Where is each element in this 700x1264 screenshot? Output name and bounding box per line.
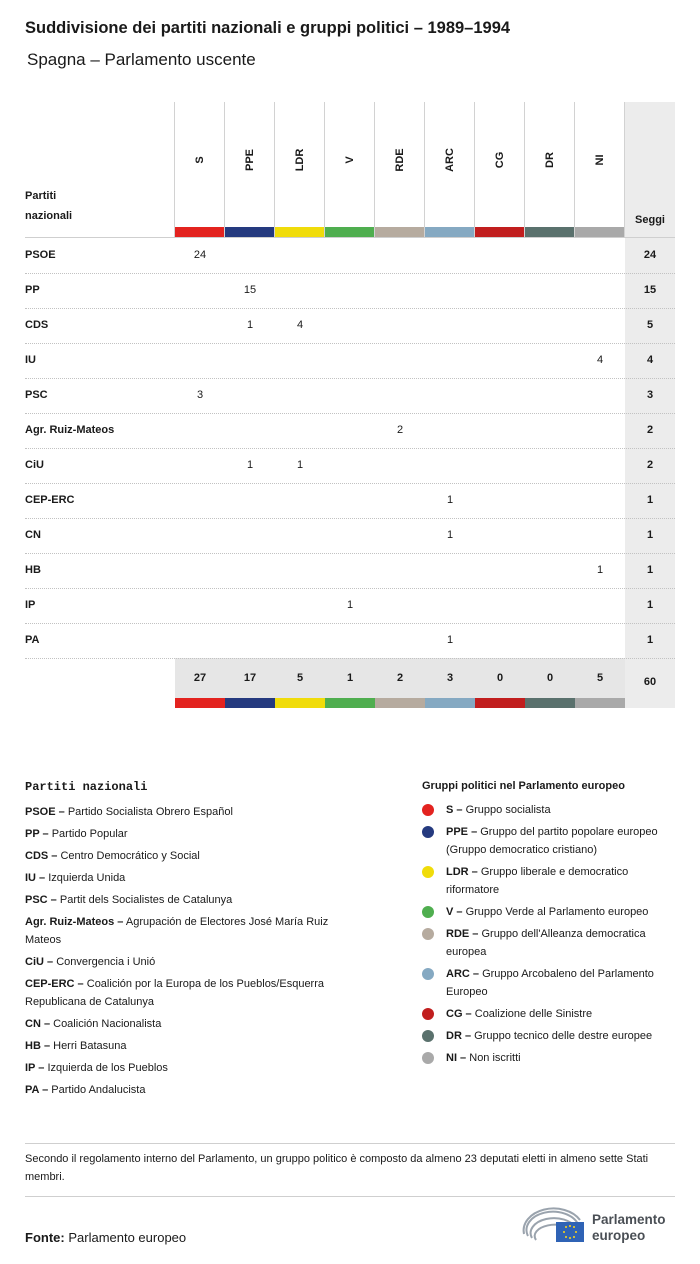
group-abbr: RDE – xyxy=(446,928,479,940)
group-color-bar-rde xyxy=(375,227,425,237)
column-header-ni xyxy=(575,102,625,227)
party-name: IP xyxy=(25,599,36,611)
group-color-bar-ppe xyxy=(225,698,275,708)
group-abbr: LDR – xyxy=(446,866,478,878)
row-total: 15 xyxy=(643,284,657,296)
party-legend-item xyxy=(25,891,365,909)
group-color-bar-s xyxy=(175,227,225,237)
source-value: Parlamento europeo xyxy=(68,1230,187,1245)
party-full-name: Convergencia i Unió xyxy=(56,956,156,968)
column-header-label: PPE xyxy=(244,148,256,172)
group-total: 5 xyxy=(296,672,304,684)
party-name: CEP-ERC xyxy=(25,494,75,506)
party-abbr: IP – xyxy=(25,1062,45,1074)
party-name: PP xyxy=(25,284,40,296)
party-legend-item xyxy=(25,1015,365,1033)
table-row xyxy=(25,623,675,659)
party-full-name: Coalición por la Europa de los Pueblos/Esquerra Republicana de Catalunya xyxy=(25,978,325,1008)
group-color-bar-dr xyxy=(525,698,575,708)
group-color-dot-icon xyxy=(422,1030,434,1042)
party-name: IU xyxy=(25,354,36,366)
group-total: 27 xyxy=(193,672,207,684)
party-legend-item xyxy=(25,913,365,949)
group-legend-item xyxy=(422,823,682,859)
party-column-header: Partiti nazionali xyxy=(25,190,73,222)
group-color-bar-cg xyxy=(475,698,525,708)
column-header-label: DR xyxy=(544,152,556,168)
column-header-label: S xyxy=(194,156,206,164)
table-row xyxy=(25,483,675,519)
party-abbr: PSOE – xyxy=(25,806,65,818)
group-legend-item xyxy=(422,1049,682,1067)
column-header-s xyxy=(175,102,225,227)
party-legend-item xyxy=(25,1037,365,1055)
party-abbr: PP – xyxy=(25,828,49,840)
row-total: 4 xyxy=(646,354,654,366)
party-name: PSOE xyxy=(25,249,56,261)
note-divider-top xyxy=(25,1143,675,1144)
party-full-name: Partido Socialista Obrero Español xyxy=(67,806,233,818)
table-row xyxy=(25,273,675,309)
seat-count: 1 xyxy=(346,599,354,611)
group-full-name: Coalizione delle Sinistre xyxy=(474,1008,593,1020)
party-legend-item xyxy=(25,1081,365,1099)
group-color-dot-icon xyxy=(422,826,434,838)
group-abbr: NI – xyxy=(446,1052,467,1064)
seat-count: 3 xyxy=(196,389,204,401)
party-legend-item xyxy=(25,953,365,971)
party-full-name: Coalición Nacionalista xyxy=(53,1018,162,1030)
party-full-name: Partido Andalucista xyxy=(51,1084,146,1096)
party-full-name: Partit dels Socialistes de Catalunya xyxy=(59,894,233,906)
row-total: 2 xyxy=(646,459,654,471)
party-abbr: CDS – xyxy=(25,850,58,862)
party-name: PA xyxy=(25,634,40,646)
group-legend-title: Gruppi politici nel Parlamento europeo xyxy=(422,780,625,792)
page-subtitle: Spagna – Parlamento uscente xyxy=(27,50,256,69)
group-legend-item xyxy=(422,1005,682,1023)
party-abbr: IU – xyxy=(25,872,46,884)
parliament-logo xyxy=(520,1206,680,1246)
seat-count: 15 xyxy=(243,284,257,296)
party-name: CiU xyxy=(25,459,44,471)
row-total: 1 xyxy=(646,529,654,541)
row-total: 5 xyxy=(646,319,654,331)
group-legend-item xyxy=(422,903,682,921)
group-color-dot-icon xyxy=(422,968,434,980)
seat-count: 1 xyxy=(446,494,454,506)
party-full-name: Izquierda Unida xyxy=(48,872,126,884)
group-color-bar-v xyxy=(325,227,375,237)
group-legend xyxy=(422,780,682,1071)
party-abbr: PSC – xyxy=(25,894,57,906)
party-full-name: Izquierda de los Pueblos xyxy=(47,1062,168,1074)
table-row xyxy=(25,518,675,554)
group-total: 3 xyxy=(446,672,454,684)
group-full-name: Gruppo del partito popolare europeo (Gruppo democratico cristiano) xyxy=(446,826,658,856)
group-color-dot-icon xyxy=(422,1052,434,1064)
source-line xyxy=(25,1230,186,1245)
group-color-dot-icon xyxy=(422,1008,434,1020)
row-total: 1 xyxy=(646,599,654,611)
seats-column-header: Seggi xyxy=(635,214,665,226)
footnote: Secondo il regolamento interno del Parlamento, un gruppo politico è composto da almeno 23 deputati eletti in almeno sette Stati membri. xyxy=(25,1153,649,1183)
seat-count: 2 xyxy=(396,424,404,436)
group-abbr: DR – xyxy=(446,1030,472,1042)
column-header-dr xyxy=(525,102,575,227)
group-legend-item xyxy=(422,863,682,899)
group-abbr: CG – xyxy=(446,1008,472,1020)
group-full-name: Gruppo socialista xyxy=(465,804,551,816)
group-color-dot-icon xyxy=(422,866,434,878)
column-header-label: ARC xyxy=(444,148,456,172)
group-total: 2 xyxy=(396,672,404,684)
group-total: 1 xyxy=(346,672,354,684)
grand-total: 60 xyxy=(643,676,657,688)
table-row xyxy=(25,413,675,449)
group-legend-item xyxy=(422,925,682,961)
party-legend-title: Partiti nazionali xyxy=(25,780,148,794)
group-color-bar-arc xyxy=(425,698,475,708)
party-name: CN xyxy=(25,529,41,541)
seat-count: 1 xyxy=(446,529,454,541)
seat-count: 4 xyxy=(296,319,304,331)
seat-count: 24 xyxy=(193,249,207,261)
group-abbr: V – xyxy=(446,906,463,918)
seat-count: 4 xyxy=(596,354,604,366)
column-header-cg xyxy=(475,102,525,227)
column-header-label: LDR xyxy=(294,148,306,172)
group-color-bar-ldr xyxy=(275,227,325,237)
party-legend-item xyxy=(25,825,365,843)
group-color-dot-icon xyxy=(422,928,434,940)
group-color-bar-ni xyxy=(575,698,625,708)
group-full-name: Gruppo tecnico delle destre europee xyxy=(474,1030,653,1042)
seat-count: 1 xyxy=(246,459,254,471)
column-header-v xyxy=(325,102,375,227)
group-legend-item xyxy=(422,965,682,1001)
logo-text: Parlamento europeo xyxy=(592,1212,666,1243)
column-header-arc xyxy=(425,102,475,227)
group-color-bar-ppe xyxy=(225,227,275,237)
group-color-bar-rde xyxy=(375,698,425,708)
table-row xyxy=(25,588,675,624)
party-name: Agr. Ruiz-Mateos xyxy=(25,424,115,436)
party-legend-item xyxy=(25,869,365,887)
group-total: 5 xyxy=(596,672,604,684)
group-total: 0 xyxy=(546,672,554,684)
group-color-bar-s xyxy=(175,698,225,708)
seat-count: 1 xyxy=(596,564,604,576)
party-abbr: Agr. Ruiz-Mateos – xyxy=(25,916,124,928)
party-legend xyxy=(25,780,365,1103)
party-name: PSC xyxy=(25,389,48,401)
column-header-label: V xyxy=(344,156,356,164)
group-full-name: Gruppo Arcobaleno del Parlamento Europeo xyxy=(446,968,654,998)
party-legend-item xyxy=(25,803,365,821)
seat-count: 1 xyxy=(446,634,454,646)
group-full-name: Non iscritti xyxy=(469,1052,521,1064)
group-abbr: PPE – xyxy=(446,826,478,838)
party-full-name: Partido Popular xyxy=(51,828,128,840)
party-abbr: CEP-ERC – xyxy=(25,978,84,990)
column-header-label: RDE xyxy=(394,148,406,172)
group-color-dot-icon xyxy=(422,804,434,816)
group-color-bar-arc xyxy=(425,227,475,237)
row-total: 1 xyxy=(646,494,654,506)
note-divider-bottom xyxy=(25,1196,675,1197)
group-total: 17 xyxy=(243,672,257,684)
group-abbr: S – xyxy=(446,804,463,816)
group-color-bar-v xyxy=(325,698,375,708)
row-total: 1 xyxy=(646,634,654,646)
party-legend-item xyxy=(25,975,365,1011)
row-total: 2 xyxy=(646,424,654,436)
party-abbr: PA – xyxy=(25,1084,49,1096)
party-abbr: CiU – xyxy=(25,956,54,968)
group-total: 0 xyxy=(496,672,504,684)
party-abbr: HB – xyxy=(25,1040,51,1052)
row-total: 3 xyxy=(646,389,654,401)
table-row xyxy=(25,238,675,274)
row-total: 24 xyxy=(643,249,657,261)
party-name: CDS xyxy=(25,319,49,331)
source-label: Fonte: xyxy=(25,1230,65,1245)
group-color-dot-icon xyxy=(422,906,434,918)
hemicycle-icon xyxy=(520,1206,586,1246)
table-row xyxy=(25,378,675,414)
party-full-name: Agrupación de Electores José María Ruiz Mateos xyxy=(25,916,329,946)
column-header-label: NI xyxy=(594,154,606,166)
table-row xyxy=(25,553,675,589)
group-full-name: Gruppo liberale e democratico riformatore xyxy=(446,866,629,896)
group-color-bar-ldr xyxy=(275,698,325,708)
group-full-name: Gruppo dell'Alleanza democratica europea xyxy=(446,928,646,958)
table-row xyxy=(25,343,675,379)
group-color-bar-dr xyxy=(525,227,575,237)
column-header-ldr xyxy=(275,102,325,227)
group-abbr: ARC – xyxy=(446,968,480,980)
party-legend-item xyxy=(25,847,365,865)
party-full-name: Centro Democrático y Social xyxy=(60,850,200,862)
seat-count: 1 xyxy=(296,459,304,471)
row-total: 1 xyxy=(646,564,654,576)
page-title: Suddivisione dei partiti nazionali e gruppi politici – 1989–1994 xyxy=(25,19,511,37)
column-header-label: CG xyxy=(494,151,506,169)
party-abbr: CN – xyxy=(25,1018,51,1030)
party-name: HB xyxy=(25,564,41,576)
group-legend-item xyxy=(422,801,682,819)
column-header-ppe xyxy=(225,102,275,227)
seat-count: 1 xyxy=(246,319,254,331)
group-full-name: Gruppo Verde al Parlamento europeo xyxy=(465,906,649,918)
group-color-bar-ni xyxy=(575,227,625,237)
column-divider xyxy=(624,102,625,237)
table-row xyxy=(25,448,675,484)
group-color-bar-cg xyxy=(475,227,525,237)
table-row xyxy=(25,308,675,344)
group-legend-item xyxy=(422,1027,682,1045)
column-header-rde xyxy=(375,102,425,227)
party-legend-item xyxy=(25,1059,365,1077)
party-full-name: Herri Batasuna xyxy=(53,1040,127,1052)
